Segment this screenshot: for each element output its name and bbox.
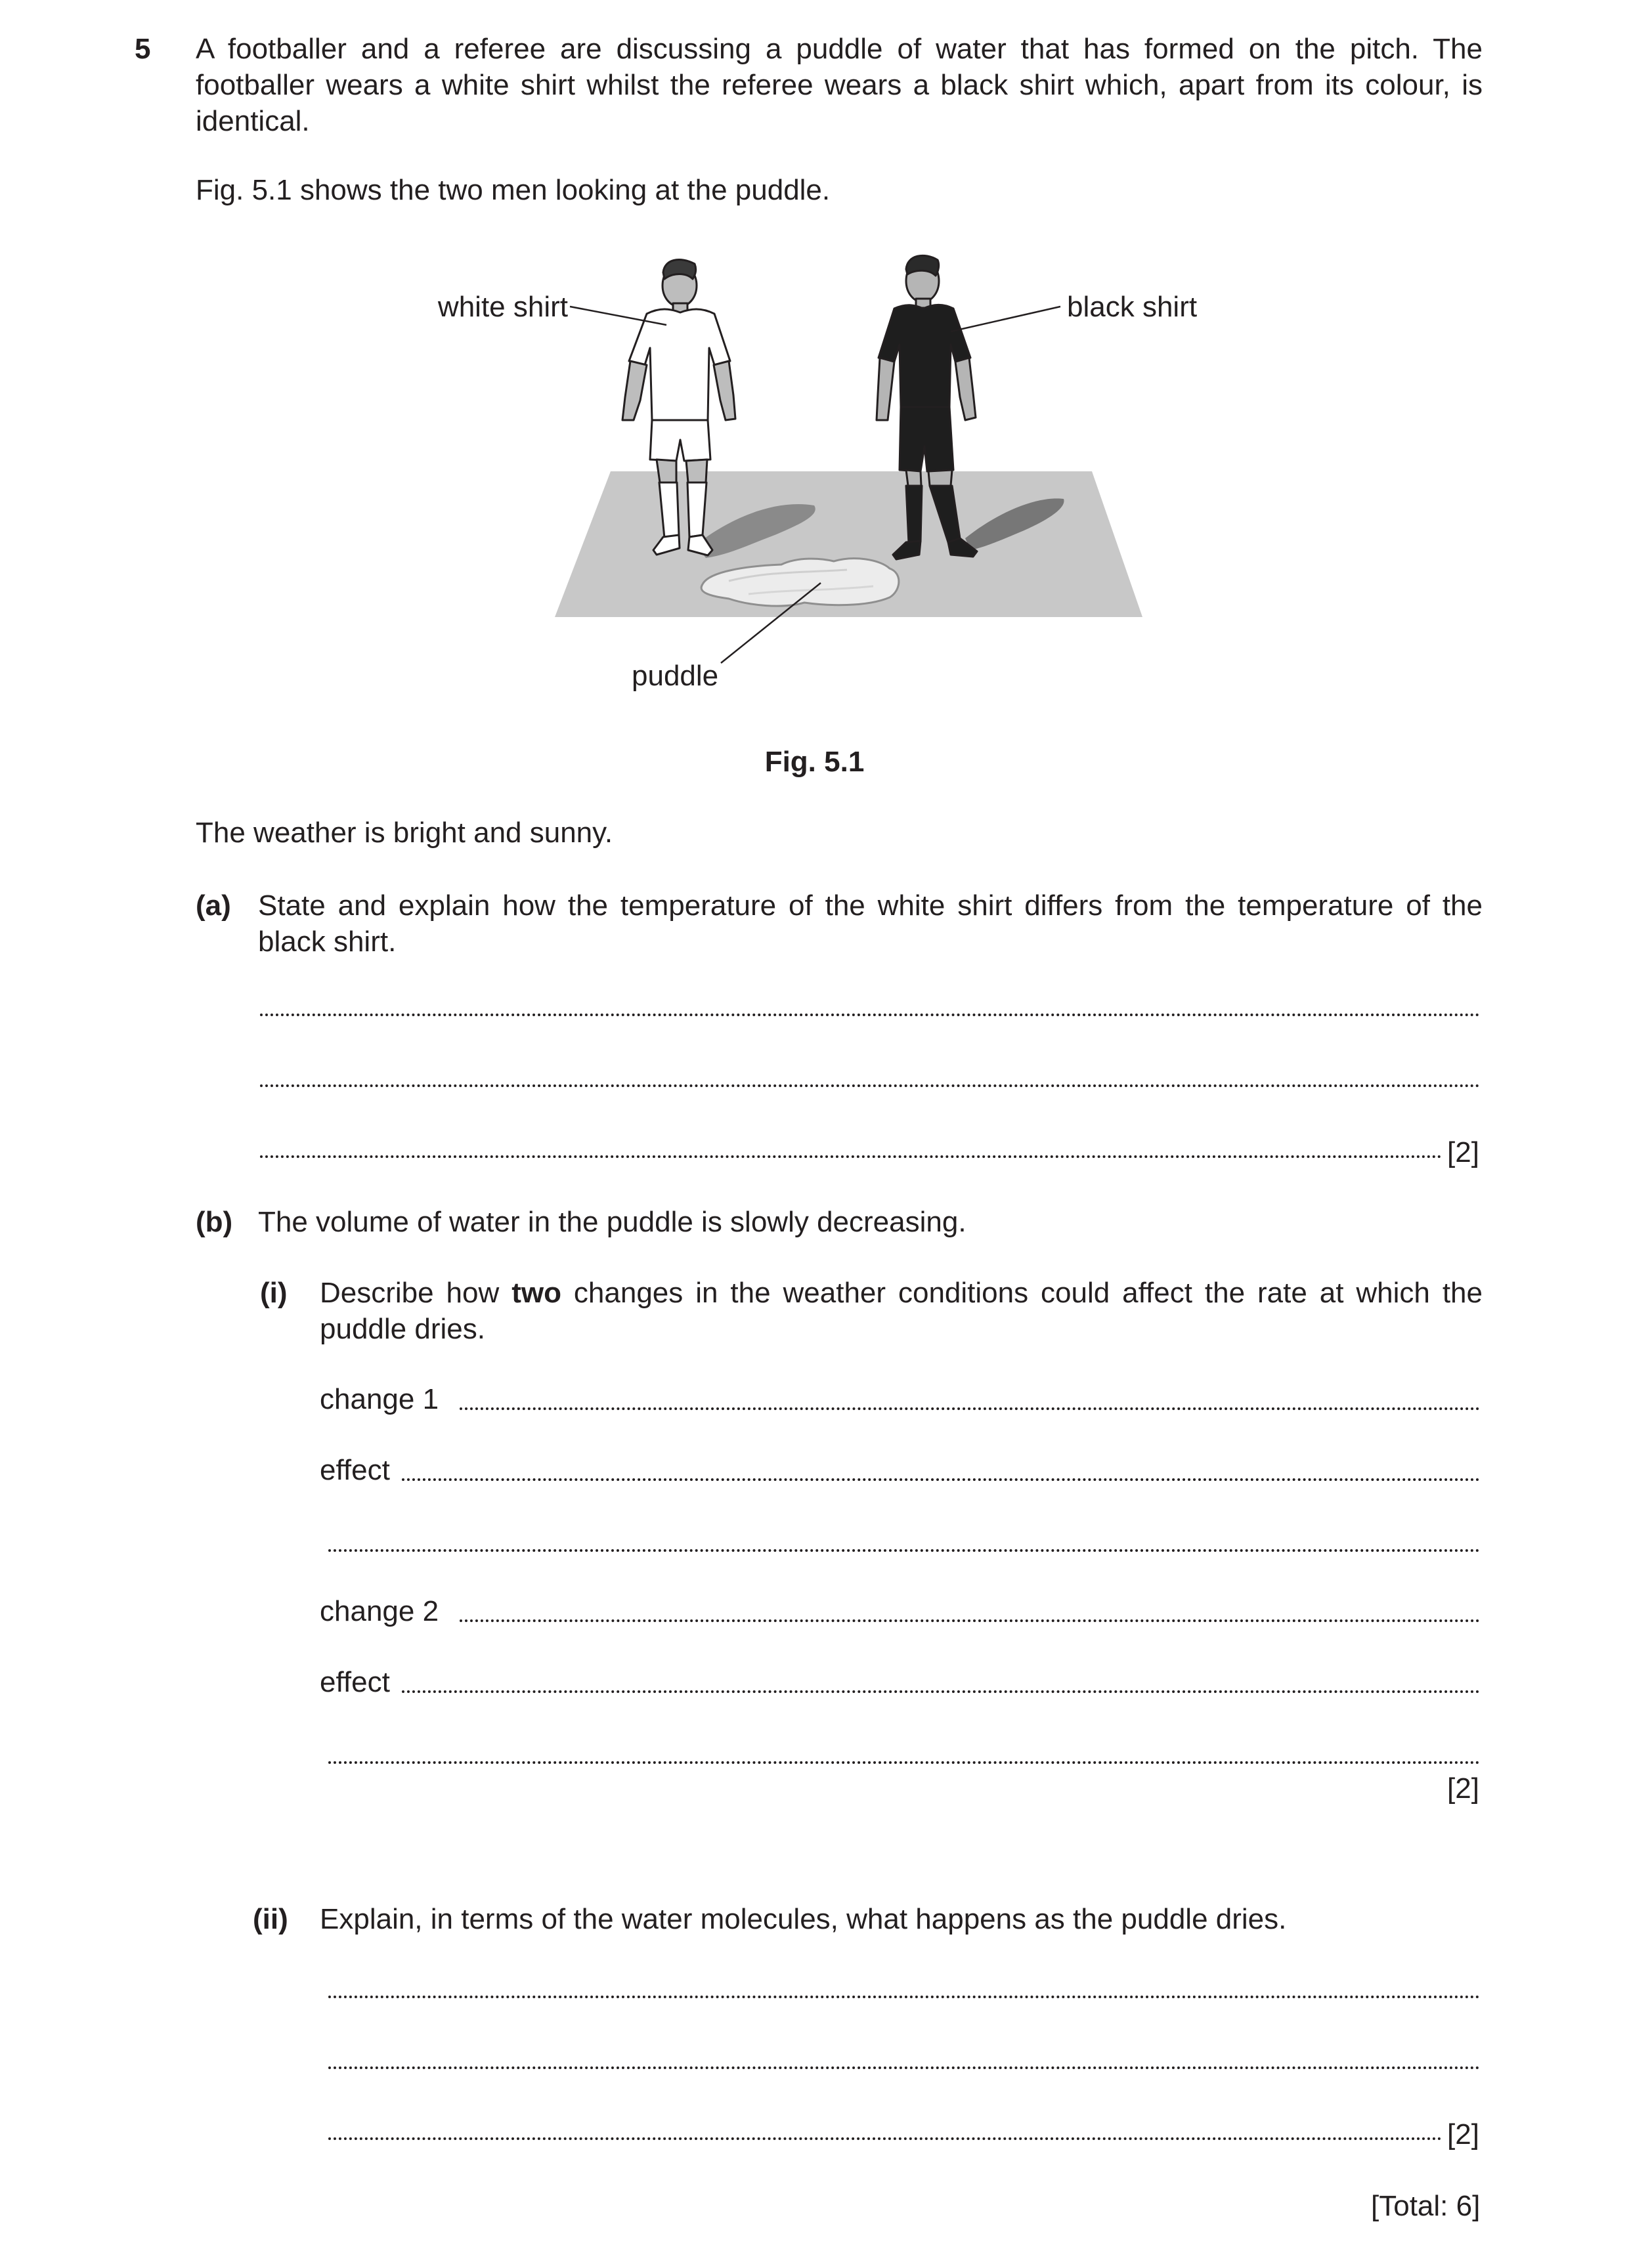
- part-b-question: The volume of water in the puddle is slowly decreasing.: [258, 1206, 967, 1238]
- part-b-ii-question: Explain, in terms of the water molecules, what happens as the puddle dries.: [320, 1903, 1287, 1935]
- change-2-label: change 2: [320, 1595, 439, 1627]
- figure-intro: Fig. 5.1 shows the two men looking at the puddle.: [196, 174, 831, 206]
- figure-label-black-shirt: black shirt: [1067, 291, 1198, 323]
- part-b-i-marks: [2]: [1447, 1772, 1479, 1805]
- change-1-label: change 1: [320, 1383, 439, 1415]
- answer-line-a-2[interactable]: [260, 1084, 1480, 1087]
- answer-line-b-ii-3[interactable]: [328, 2137, 1442, 2140]
- answer-line-b-ii-1[interactable]: [328, 1996, 1480, 1998]
- figure-label-white-shirt: white shirt: [437, 291, 568, 323]
- part-b-i-label: (i): [260, 1277, 288, 1309]
- answer-line-effect-1b[interactable]: [328, 1549, 1480, 1552]
- answer-line-a-1[interactable]: [260, 1014, 1480, 1016]
- weather-statement: The weather is bright and sunny.: [196, 817, 613, 849]
- figure-caption: Fig. 5.1: [764, 746, 865, 778]
- effect-2-label: effect: [320, 1666, 390, 1698]
- part-a-label: (a): [196, 889, 231, 922]
- question-intro: A footballer and a referee are discussing a puddle of water that has formed on the pitch. The footballer wears a white shirt whilst the referee wears a black shirt which, apart from its colour, is identical.: [196, 33, 1483, 137]
- figure-5-1: [0, 0, 1629, 722]
- part-a-question: State and explain how the temperature of the white shirt differs from the temperature of the black shirt.: [258, 889, 1483, 958]
- figure-label-puddle: puddle: [632, 660, 719, 692]
- leader-line-black-shirt: [951, 307, 1060, 332]
- answer-line-b-ii-2[interactable]: [328, 2066, 1480, 2069]
- part-b-i-question: Describe how two changes in the weather conditions could affect the rate at which the puddle dries.: [320, 1277, 1483, 1345]
- answer-line-a-3[interactable]: [260, 1155, 1442, 1158]
- part-a-marks: [2]: [1447, 1136, 1479, 1168]
- answer-line-effect-2[interactable]: [402, 1690, 1480, 1693]
- answer-line-effect-2b[interactable]: [328, 1761, 1480, 1764]
- effect-1-label: effect: [320, 1454, 390, 1486]
- answer-line-change-2[interactable]: [460, 1619, 1480, 1622]
- part-b-ii-marks: [2]: [1447, 2118, 1479, 2150]
- part-b-ii-label: (ii): [253, 1903, 288, 1935]
- total-marks: [Total: 6]: [1371, 2190, 1481, 2222]
- answer-line-change-1[interactable]: [460, 1407, 1480, 1410]
- question-number: 5: [135, 33, 151, 65]
- part-b-label: (b): [196, 1206, 233, 1238]
- answer-line-effect-1[interactable]: [402, 1478, 1480, 1481]
